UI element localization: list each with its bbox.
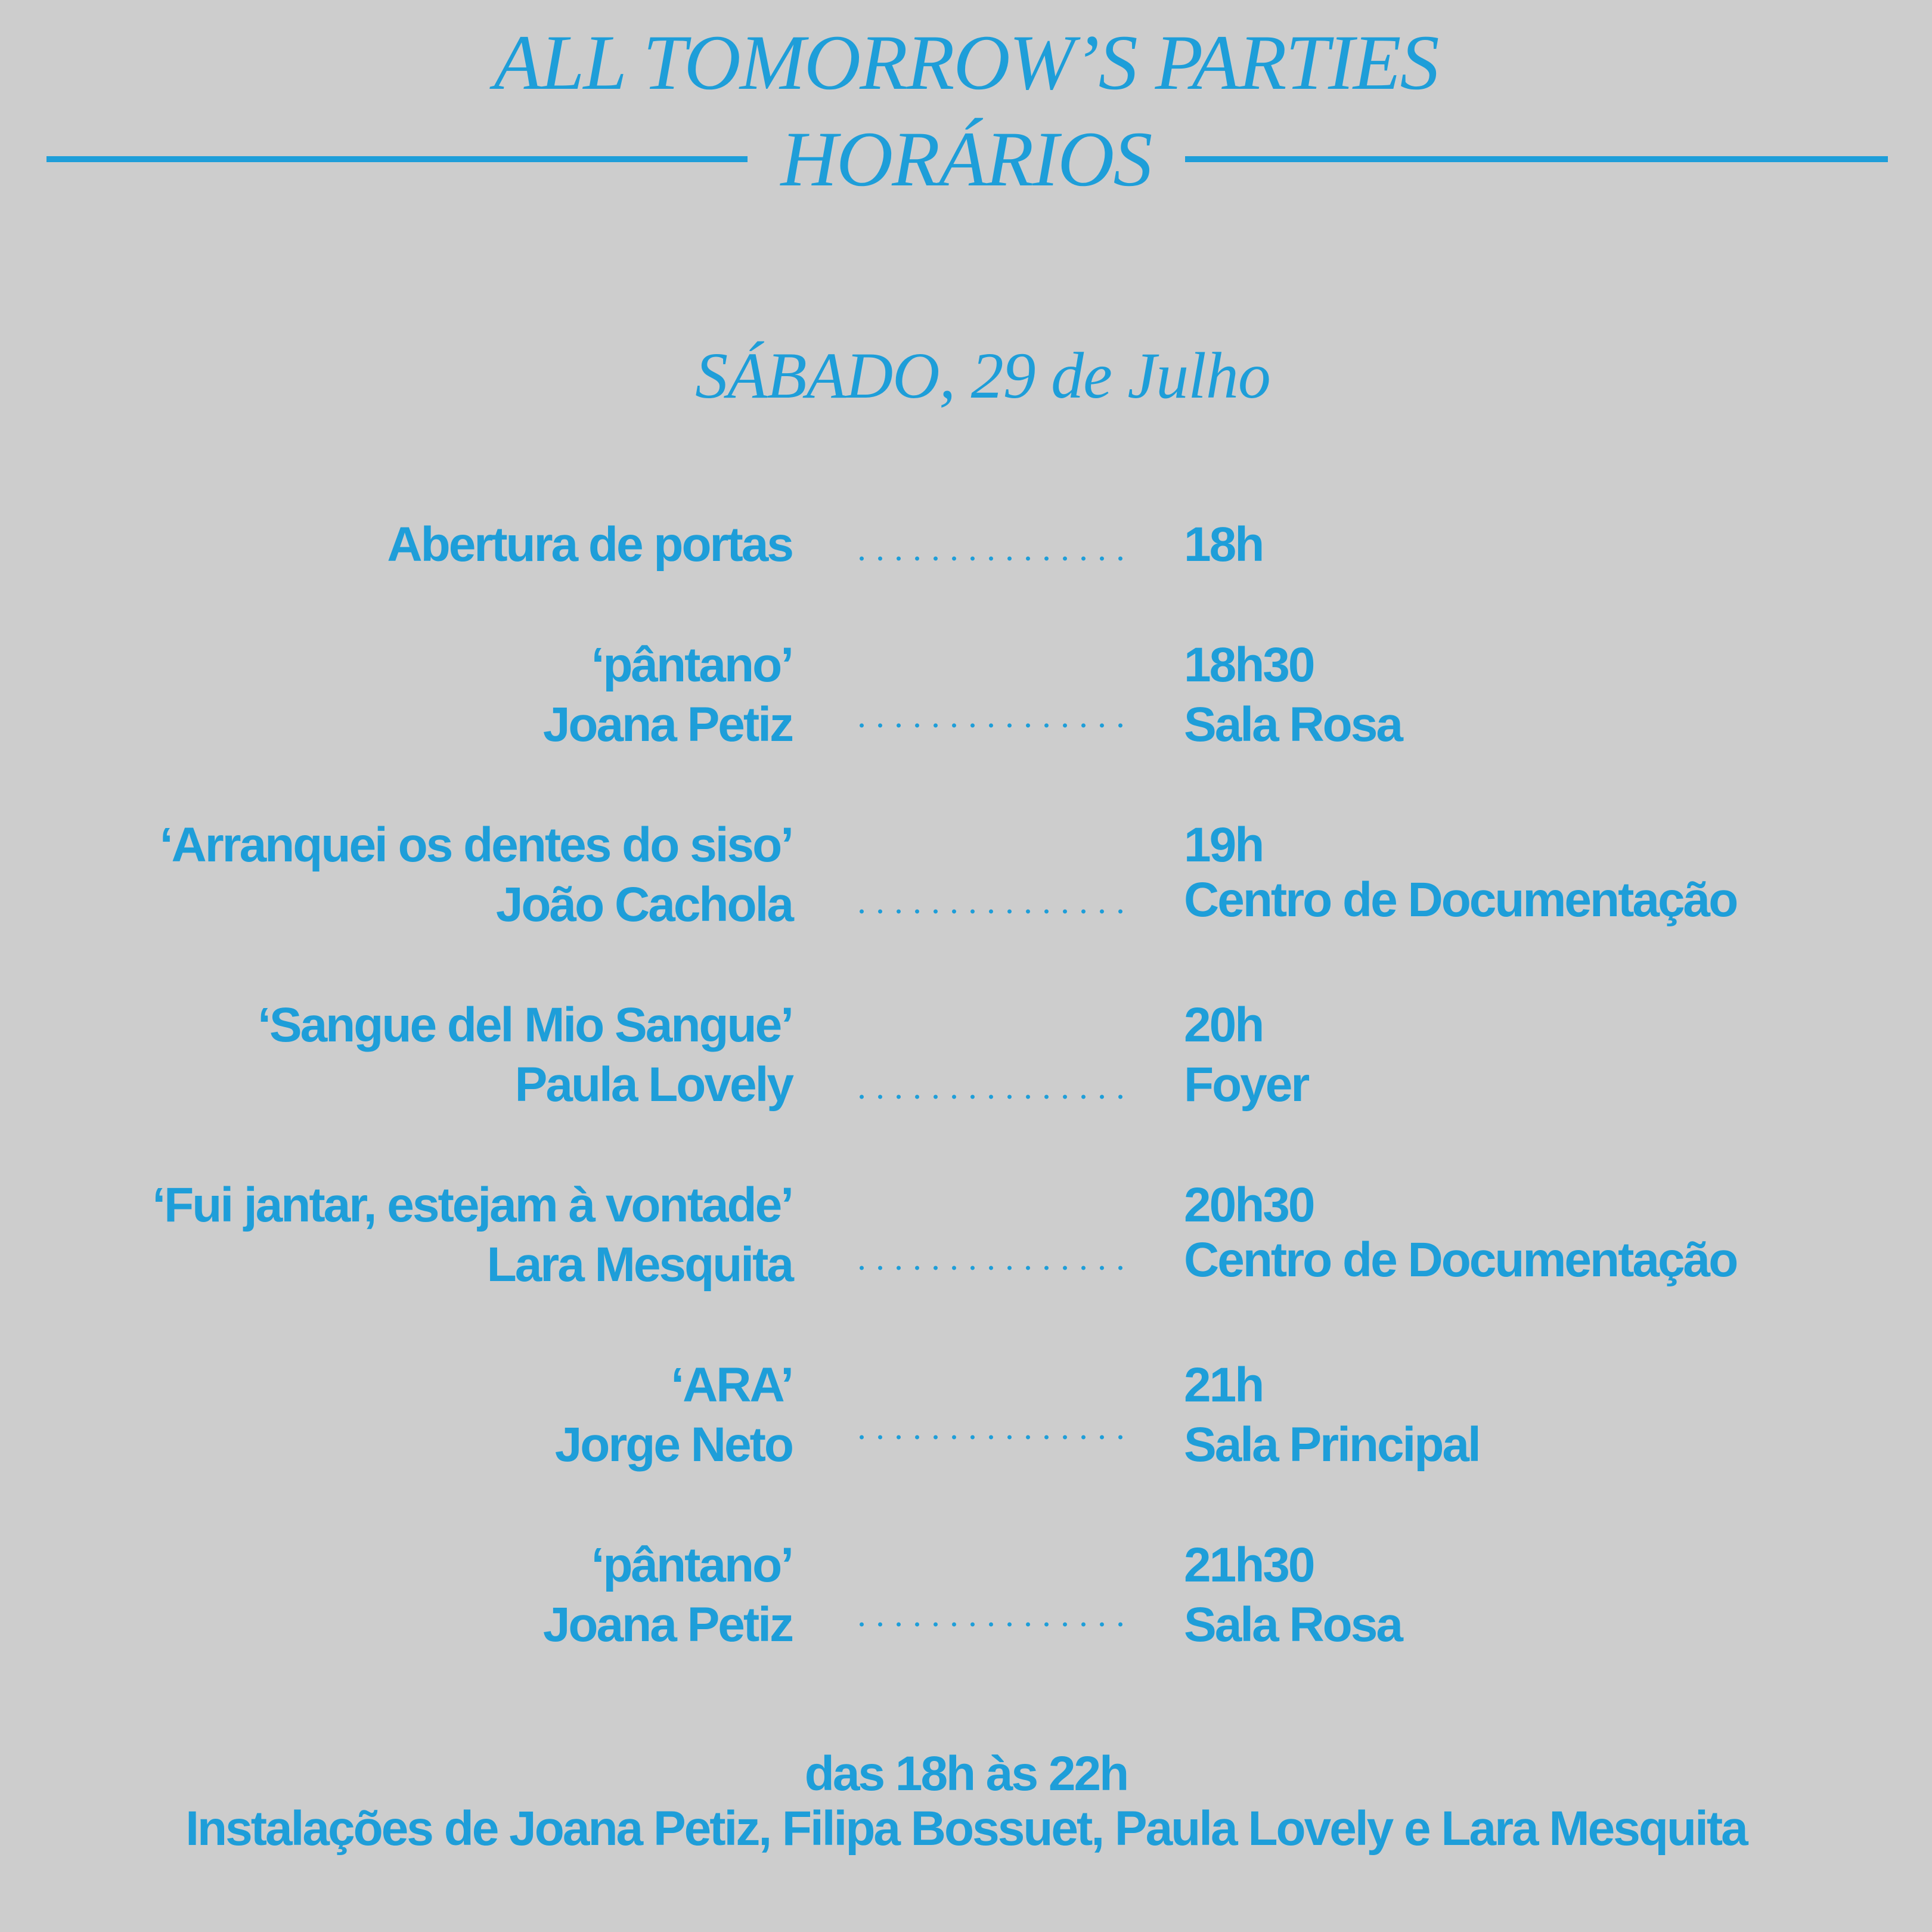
schedule-row-1-time: 18h30 (1184, 638, 1314, 692)
schedule-row-2-work: ‘Arranquei os dentes do siso’ (159, 818, 792, 872)
schedule-row-5-time: 21h (1184, 1358, 1263, 1412)
schedule-row-3-work: ‘Sangue del Mio Sangue’ (258, 998, 792, 1052)
poster-title: ALL TOMORROW’S PARTIES (494, 18, 1438, 106)
footer-installations: Instalações de Joana Petiz, Filipa Bossuet, Paula Lovely e Lara Mesquita (185, 1801, 1747, 1856)
schedule-row-5-artist: Jorge Neto (554, 1418, 792, 1472)
footer-hours: das 18h às 22h (804, 1747, 1128, 1801)
schedule-row-3-artist: Paula Lovely (514, 1058, 792, 1112)
schedule-row-2-time: 19h (1184, 818, 1263, 872)
schedule-row-4-time: 20h30 (1184, 1178, 1314, 1232)
schedule-row-0-leader-dots (852, 556, 1130, 561)
schedule-row-5-work: ‘ARA’ (671, 1358, 792, 1412)
schedule-row-2-venue: Centro de Documentação (1184, 873, 1737, 927)
schedule-row-6-venue: Sala Rosa (1184, 1598, 1401, 1652)
schedule-row-5-venue: Sala Principal (1184, 1418, 1480, 1472)
schedule-row-1-venue: Sala Rosa (1184, 697, 1401, 752)
schedule-row-5-leader-dots (852, 1435, 1130, 1440)
schedule-row-1-work: ‘pântano’ (591, 638, 792, 692)
schedule-row-4-artist: Lara Mesquita (486, 1238, 792, 1292)
schedule-row-6-leader-dots (852, 1622, 1130, 1627)
schedule-row-1-leader-dots (852, 723, 1130, 728)
schedule-row-1-artist: Joana Petiz (542, 697, 792, 752)
schedule-row-0-label: Abertura de portas (387, 517, 792, 572)
day-heading: SÁBADO, 29 de Julho (695, 339, 1270, 412)
title-rule-right (1185, 156, 1888, 162)
schedule-row-6-work: ‘pântano’ (591, 1538, 792, 1592)
schedule-row-4-work: ‘Fui jantar, estejam à vontade’ (152, 1178, 792, 1232)
schedule-row-6-time: 21h30 (1184, 1538, 1314, 1592)
schedule-row-3-time: 20h (1184, 998, 1263, 1052)
schedule-row-0-time: 18h (1184, 517, 1263, 572)
schedule-row-6-artist: Joana Petiz (542, 1598, 792, 1652)
schedule-row-4-venue: Centro de Documentação (1184, 1233, 1737, 1287)
schedule-row-2-artist: João Cachola (495, 877, 792, 932)
schedule-row-3-leader-dots (852, 1094, 1130, 1099)
schedule-row-3-venue: Foyer (1184, 1058, 1308, 1112)
poster-subtitle: HORÁRIOS (780, 115, 1152, 203)
schedule-row-2-leader-dots (852, 909, 1130, 914)
schedule-row-4-leader-dots (852, 1266, 1130, 1270)
